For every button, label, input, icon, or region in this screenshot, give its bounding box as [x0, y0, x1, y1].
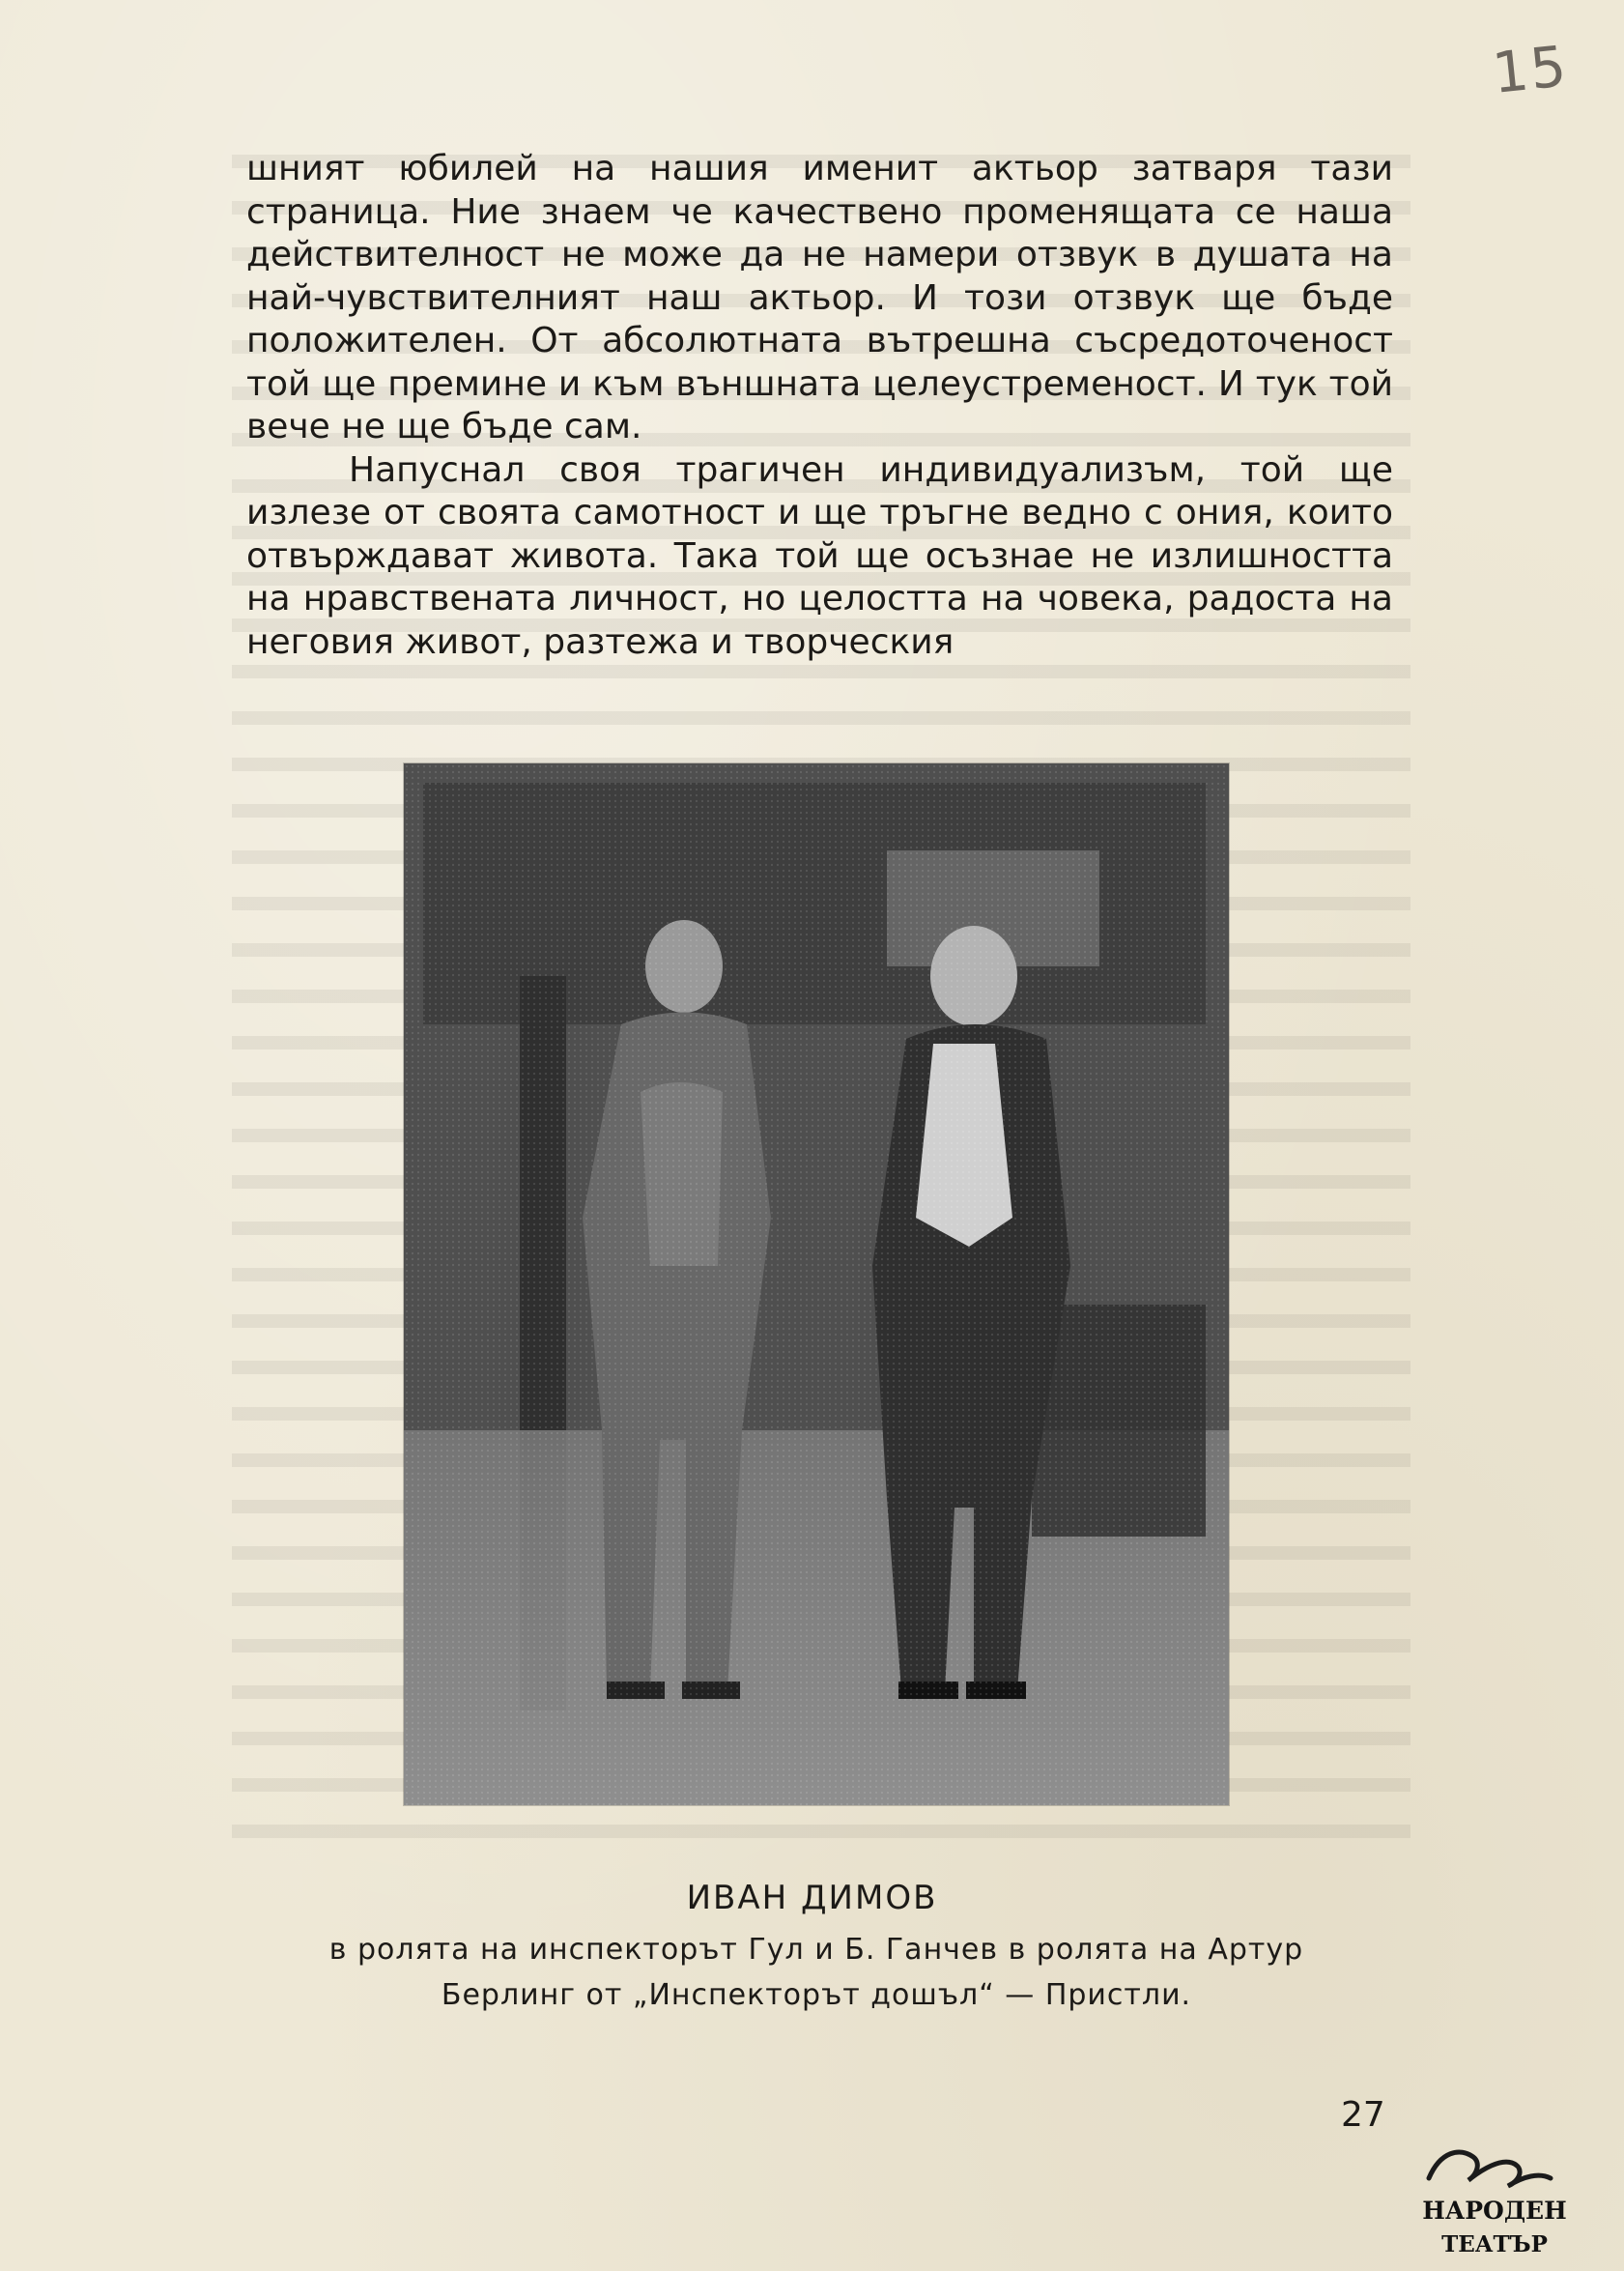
- stage-photo: [404, 763, 1229, 1805]
- paragraph-2: Напуснал своя трагичен индивидуализъм, той ще излезе от своята самотност и ще тръгне ведно с ония, които отвърждават живота. Така той ще осъзнае не излишността на нравствената личност, но целостта на човека, радоста на неговия живот, разтежа и творческия: [246, 449, 1393, 662]
- national-theatre-logo: [1406, 2134, 1584, 2269]
- logo-line-1: НАРОДЕН: [1422, 2197, 1567, 2225]
- caption-title: ИВАН ДИМОВ: [686, 1879, 938, 1917]
- logo-line-2: ТЕАТЪР: [1441, 2231, 1548, 2257]
- photo-illustration: [404, 763, 1229, 1805]
- caption-line-2: Берлинг от „Инспекторът дошъл“ — Пристли.: [441, 1978, 1192, 2012]
- signature-mark: [1429, 2152, 1551, 2186]
- caption-line-1: в ролята на инспекторът Гул и Б. Ганчев в ролята на Артур: [328, 1933, 1304, 1967]
- body-text: [246, 148, 1393, 664]
- halftone-screen: [404, 763, 1229, 1805]
- paragraph-1: шният юбилей на нашия именит актьор затваря тази страница. Ние знаем че качествено променящата се наша действителност не може да не намери отзвук в душата на най-чувствителният наш актьор. И този отзвук ще бъде положителен. От абсолютната вътрешна съсредоточеност той ще премине и към външната целеустременост. И тук той вече не ще бъде сам.: [246, 149, 1393, 446]
- handwritten-page-mark: 15: [1489, 33, 1572, 106]
- page-number: 27: [1341, 2095, 1385, 2135]
